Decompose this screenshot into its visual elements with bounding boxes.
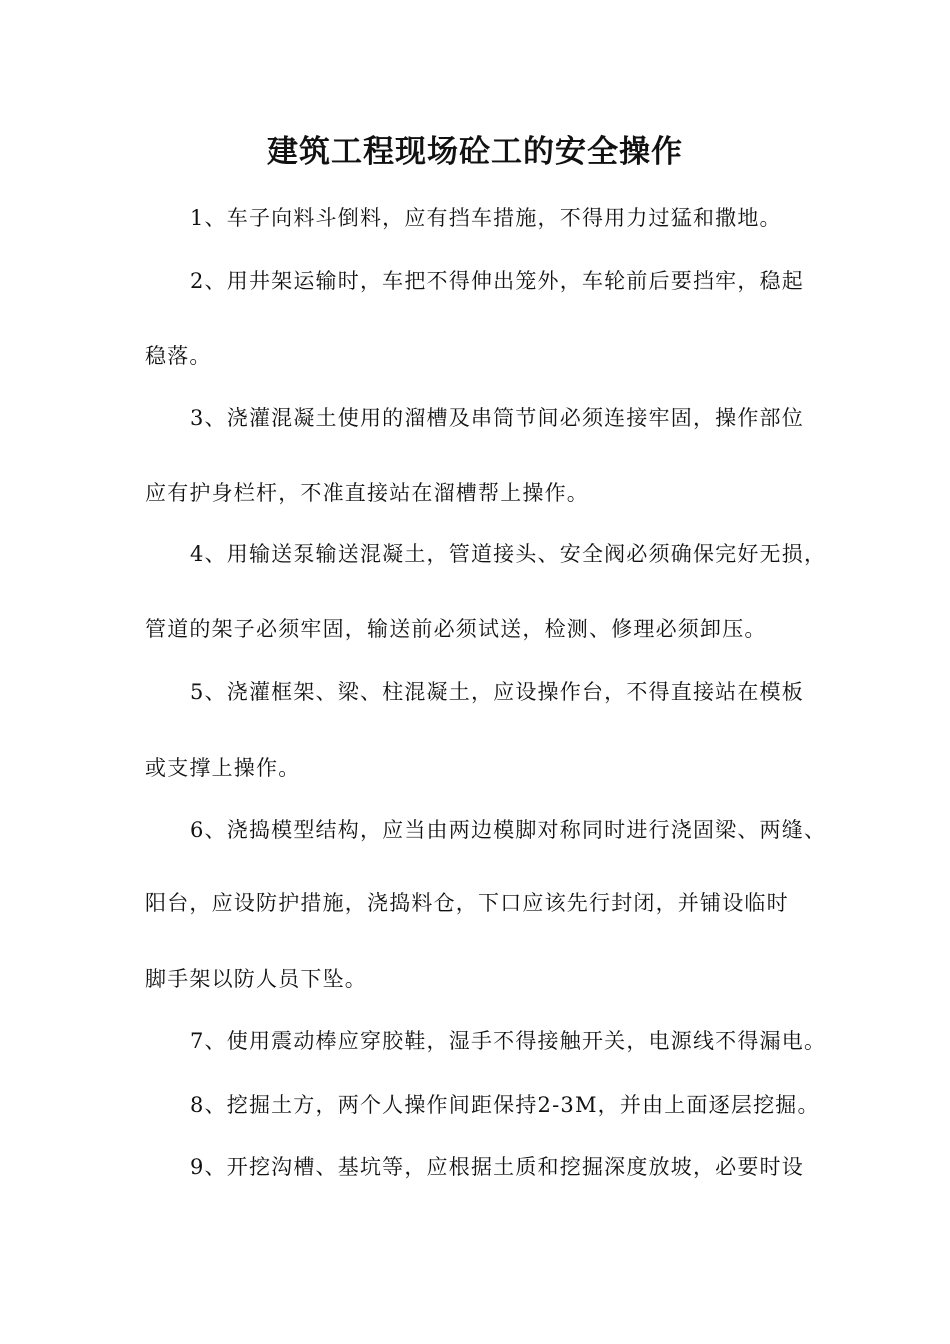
paragraph-line: 4、用输送泵输送混凝土，管道接头、安全阀必须确保完好无损， [190,542,827,566]
paragraph-line: 8、挖掘土方，两个人操作间距保持2-3M，并由上面逐层挖掘。 [190,1093,820,1117]
paragraph-line: 或支撑上操作。 [145,756,301,780]
paragraph-line: 阳台，应设防护措施，浇捣料仓，下口应该先行封闭，并铺设临时 [145,891,789,915]
paragraph-line: 脚手架以防人员下坠。 [145,967,367,991]
paragraph-line: 1、车子向料斗倒料，应有挡车措施，不得用力过猛和撒地。 [190,206,782,230]
paragraph-line: 稳落。 [145,344,212,368]
paragraph-line: 7、使用震动棒应穿胶鞋，湿手不得接触开关，电源线不得漏电。 [190,1029,827,1053]
paragraph-line: 5、浇灌框架、梁、柱混凝土，应设操作台，不得直接站在模板 [190,680,804,704]
document-title: 建筑工程现场砼工的安全操作 [267,134,683,170]
paragraph-line: 管道的架子必须牢固，输送前必须试送，检测、修理必须卸压。 [145,617,767,641]
paragraph-line: 应有护身栏杆，不准直接站在溜槽帮上操作。 [145,481,589,505]
paragraph-line: 3、浇灌混凝土使用的溜槽及串筒节间必须连接牢固，操作部位 [190,406,804,430]
paragraph-line: 2、用井架运输时，车把不得伸出笼外，车轮前后要挡牢，稳起 [190,269,804,293]
paragraph-line: 9、开挖沟槽、基坑等，应根据土质和挖掘深度放坡，必要时设 [190,1155,804,1179]
paragraph-line: 6、浇捣模型结构，应当由两边模脚对称同时进行浇固梁、两缝、 [190,818,827,842]
